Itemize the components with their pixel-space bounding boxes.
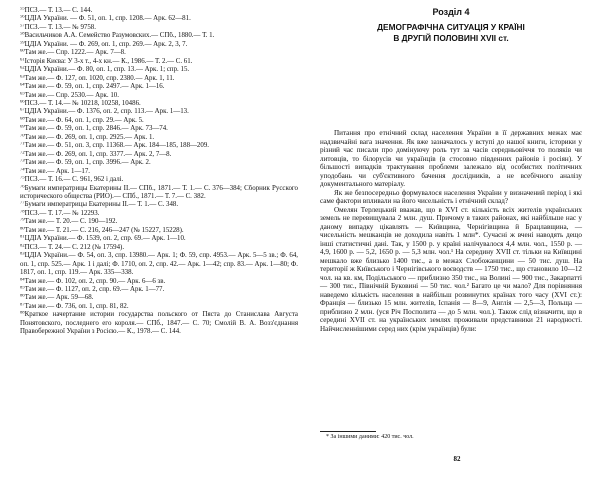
footnote-text: Васильчиков А.А. Семейство Разумовских.— СПб., 1880.— Т. 1. bbox=[24, 32, 215, 40]
footnote-number: 65 bbox=[20, 91, 25, 96]
footnote-number: 75 bbox=[20, 176, 25, 180]
footnote-entry bbox=[20, 108, 298, 116]
footnote-text: Там же.— Ф. 269, оп. 1, спр. 3377.— Арк. 2, 7—8. bbox=[24, 150, 172, 158]
footnote-text: ЦДІА України.— Ф. 1376, оп. 2, спр. 113.— Арк. 1—13. bbox=[24, 108, 189, 116]
footnote-number: 80 bbox=[20, 226, 25, 231]
footnote-number: 78 bbox=[20, 209, 25, 214]
footnote-number: 85 bbox=[20, 285, 25, 290]
footnote-text: Там же.— Ф. 269, оп. 1, спр. 2925.— Арк. 1. bbox=[24, 133, 155, 141]
footnote-number: 68 bbox=[20, 116, 25, 121]
footnote-entry bbox=[20, 286, 298, 294]
footnote-text: Там же.— Т. 21.— С. 216, 246—247 (№ 15227, 15228). bbox=[24, 226, 184, 234]
footnote-text: Там же.— Арк. 59—68. bbox=[24, 294, 94, 302]
footnote-number: 88 bbox=[20, 311, 25, 315]
footnote-entry bbox=[20, 294, 298, 302]
page-footnote: * За іншими даними: 420 тис. чол. bbox=[326, 434, 414, 440]
footnote-number: 70 bbox=[20, 133, 25, 138]
footnote-entry bbox=[20, 92, 298, 100]
footnote-number: 55 bbox=[20, 7, 25, 11]
footnote-text: ПСЗ.— Т. 24.— С. 212 (№ 17594). bbox=[24, 243, 125, 251]
footnote-text: Там же.— Спр. 1222.— Арк. 7—8. bbox=[24, 49, 126, 57]
footnote-entry bbox=[20, 117, 298, 125]
footnote-number: 76 bbox=[20, 184, 25, 189]
footnote-number: 63 bbox=[20, 74, 25, 79]
footnote-text: ЦДІА України.— Ф. 54, оп. 3, спр. 13980.— Арк. 1; Ф. 59, спр. 4953.— Арк. 5—5 зв.; Ф. 64, оп. 1, спр. 525.— Арк. 1 і далі; Ф. 1710, оп. 2, спр. 42.— Арк. 1—42; спр. 83.— Арк. 1—80; Ф. 1817, оп. 1, спр. 119.— Арк. 335—338. bbox=[20, 252, 298, 277]
footnote-number: 66 bbox=[20, 99, 25, 104]
footnote-entry bbox=[20, 227, 298, 235]
footnote-entry bbox=[20, 142, 298, 150]
footnote-entry bbox=[20, 41, 298, 49]
footnote-entry bbox=[20, 252, 298, 277]
footnote-text: Там же.— Ф. 59, оп. 1, спр. 2846.— Арк. 73—74. bbox=[24, 125, 168, 133]
footnote-entry bbox=[20, 311, 298, 336]
footnote-number: 86 bbox=[20, 294, 25, 299]
footnote-entry bbox=[20, 100, 298, 108]
footnote-text: Там же.— Арк. 1—17. bbox=[24, 167, 91, 175]
footnote-entry bbox=[20, 176, 298, 184]
footnote-entry bbox=[20, 235, 298, 243]
footnote-number: 84 bbox=[20, 277, 25, 282]
footnote-text: ПСЗ.— Т. 13.— С. 144. bbox=[24, 7, 93, 14]
footnote-entry bbox=[20, 24, 298, 32]
footnote-number: 81 bbox=[20, 235, 25, 239]
footnote-entry bbox=[20, 75, 298, 83]
footnote-text: Там же.— Ф. 102, оп. 2, спр. 90.— Арк. 6—6 зв. bbox=[24, 277, 166, 285]
footnote-number: 61 bbox=[20, 57, 25, 62]
footnote-number: 77 bbox=[20, 201, 25, 206]
footnote-number: 60 bbox=[20, 49, 25, 53]
footnote-text: Бумаги императрицы Екатерины II.— СПб., 1871.— Т. 1.— С. 376—384; Сборник Русского исторического общества (РИО).— СПб., 1871.— Т. 7.— С. 382. bbox=[20, 184, 298, 200]
body-paragraph: Питання про етнічний склад населення України в її державних межах має надзвичайні вага значення. Як вже зазначалось у вступі до нашої книги, історики у різний час писали про домінуючу роль тут за часів середньовіччя то поляків чи литовців, то білорусів чи українців (в стосовно південних районів і росіян). У більшості випадків трактування проблеми залежало від особистих політичних уподобань чи суб'єктивного бачення дослідників, а не всебічного аналізу документального матеріалу. bbox=[320, 129, 582, 188]
footnote-entry bbox=[20, 66, 298, 74]
footnote-text: Там же.— Ф. 59, оп. 1, спр. 3996.— Арк. 2. bbox=[24, 159, 151, 167]
footnote-number: 57 bbox=[20, 23, 25, 28]
footnote-entry bbox=[20, 134, 298, 142]
footnote-text: Там же.— Ф. 1127, оп. 2, спр. 69.— Арк. 1—77. bbox=[24, 285, 165, 293]
footnote-text: Там же.— Ф. 736, оп. 1, спр. 81, 82. bbox=[24, 302, 129, 310]
footnote-entry bbox=[20, 303, 298, 311]
footnote-entry bbox=[20, 159, 298, 167]
footnote-entry bbox=[20, 7, 298, 15]
footnote-text: Історія Києва: У 3-х т., 4-х кн.— К., 1986.— Т. 2.— С. 61. bbox=[24, 57, 193, 65]
footnote-entry bbox=[20, 201, 298, 209]
footnote-text: Там же.— Ф. 59, оп. 1, спр. 2497.— Арк. 1—16. bbox=[24, 83, 165, 91]
footnote-text: ЦДІА України. — Ф. 51, оп. 1, спр. 1208.— Арк. 62—81. bbox=[24, 15, 191, 23]
chapter-title bbox=[320, 22, 582, 44]
footnote-number: 79 bbox=[20, 218, 25, 222]
footnote-entry bbox=[20, 278, 298, 286]
footnote-entry bbox=[20, 32, 298, 40]
footnote-text: Там же.— Спр. 2530.— Арк. 10. bbox=[24, 91, 119, 99]
footnote-text: Там же.— Ф. 64, оп. 1, спр. 29.— Арк. 5. bbox=[24, 116, 144, 124]
footnote-entry bbox=[20, 83, 298, 91]
footnote-number: 67 bbox=[20, 108, 25, 113]
footnote-text: Там же.— Ф. 127, оп. 1020, спр. 2380.— Арк. 1, 11. bbox=[24, 74, 175, 82]
body-paragraph: Як же безпосередньо формувалося населення України у визначений період і які саме фактори впливали на його чисельність і етнічний склад? bbox=[320, 188, 582, 205]
footnote-number: 71 bbox=[20, 142, 25, 146]
footnote-text: ЦДІА України.— Ф. 80, оп. 1, спр. 13.— Арк. 1; спр. 15. bbox=[24, 66, 190, 74]
footnote-number: 74 bbox=[20, 167, 25, 172]
footnote-entry bbox=[20, 15, 298, 23]
body-paragraph: Омелян Терлецький вважав, що в XVI ст. кількість всіх жителів українських земель не перевищувала 2 млн. душ. Причому в таких районах, які найбільше нас у даному випадку цікавлять — Київщина, Чернігівщина й Брацлавщина, — чисельність мешканців не доходила навіть 1 млн*. Сучасні ж вчені наводять дещо інші статистичні дані. Так, у 1500 р. у країні налічувалося 4,4 млн. чол., 1550 р. — 4,9, 1600 р. — 5,2, 1650 р. — 5,3 млн. чол.¹ На середину XVII ст. тільки на Київщині мешкало вже близько 1400 тис., а в межах Слобожанщини — 50 тис. душ. На території ж Київського і Чернігівського воєводств — 1750 тис., що становило 10—12 чол. на кв. км, Подільського — приблизно 350 тис., на Волині — 900 тис., Закарпатті — 300 тис., Північній Буковині — 50 тис. чол.² Багато це чи мало? Для порівняння наведемо кількість населення в найбільш розвинутих країнах того часу (XVI ст.): Франція — близько 15 млн. жителів, Іспанія — 8—9, Англія — 2,5—3, Польща — приблизно 2 млн. (уся Річ Посполита — до 5 млн. чол.). Також слід візначити, що в середині XVII ст. на українських землях проживали представники 21 народності. Найчисленнішими серед них (крім українців) були: bbox=[320, 205, 582, 333]
chapter-title-line-2: В ДРУГІЙ ПОЛОВИНІ XVII ст. bbox=[393, 33, 509, 43]
footnote-entry bbox=[20, 218, 298, 226]
footnote-number: 82 bbox=[20, 243, 25, 248]
footnote-entry bbox=[20, 185, 298, 202]
footnote-number: 64 bbox=[20, 83, 25, 87]
footnote-number: 69 bbox=[20, 125, 25, 129]
footnote-references bbox=[20, 7, 298, 337]
footnote-entry bbox=[20, 151, 298, 159]
footnote-number: 83 bbox=[20, 252, 25, 256]
footnote-number: 59 bbox=[20, 40, 25, 45]
chapter-body bbox=[320, 129, 582, 333]
footnote-text: ЦДІА України. — Ф. 269, оп. 1, спр. 269.— Арк. 2, 3, 7. bbox=[24, 40, 188, 48]
footnote-text: ЦДІА України.— Ф. 1539, оп. 2, спр. 69.— Арк. 1—10. bbox=[24, 235, 186, 243]
chapter-column bbox=[320, 7, 582, 440]
footnote-divider bbox=[320, 431, 376, 432]
chapter-label: Розділ 4 bbox=[432, 7, 470, 17]
footnote-number: 62 bbox=[20, 66, 25, 70]
footnote-entry bbox=[20, 125, 298, 133]
footnote-text: ПСЗ.— Т. 13.— № 9758. bbox=[24, 23, 96, 31]
footnote-entry bbox=[20, 168, 298, 176]
page-number: 82 bbox=[453, 455, 461, 463]
footnote-entry bbox=[20, 49, 298, 57]
footnote-text: Там же.— Т. 20.— С. 190—192. bbox=[24, 218, 118, 226]
footnote-number: 87 bbox=[20, 302, 25, 307]
footnote-entry bbox=[20, 244, 298, 252]
footnote-number: 56 bbox=[20, 15, 25, 20]
chapter-title-line-1: ДЕМОГРАФІЧНА СИТУАЦІЯ У КРАЇНІ bbox=[377, 22, 525, 32]
footnote-entry bbox=[20, 58, 298, 66]
footnote-text: Краткое начертание истории государства польского от Пяста до Станислава Августа Понятовского, последнего его короля.— СПб., 1847.— С. 70; Смолій В. А. Возз'єднання Правобережної України з Росією.— К., 1978.— С. 144. bbox=[20, 311, 298, 336]
footnote-text: ПСЗ.— Т. 14.— № 10218, 10258, 10486. bbox=[24, 99, 141, 107]
footnote-number: 58 bbox=[20, 32, 25, 36]
footnote-text: Там же.— Ф. 51, оп. 3, спр. 11368.— Арк. 184—185, 188—209. bbox=[24, 142, 209, 150]
footnote-number: 73 bbox=[20, 159, 25, 163]
footnote-number: 72 bbox=[20, 150, 25, 155]
footnote-text: Бумаги императрицы Екатерины II.— Т. 1.— С. 348. bbox=[24, 201, 179, 209]
footnote-text: ПСЗ.— Т. 17.— № 12293. bbox=[24, 209, 100, 217]
footnote-text: ПСЗ.— Т. 16.— С. 961, 962 і далі. bbox=[24, 176, 124, 184]
footnote-entry bbox=[20, 210, 298, 218]
